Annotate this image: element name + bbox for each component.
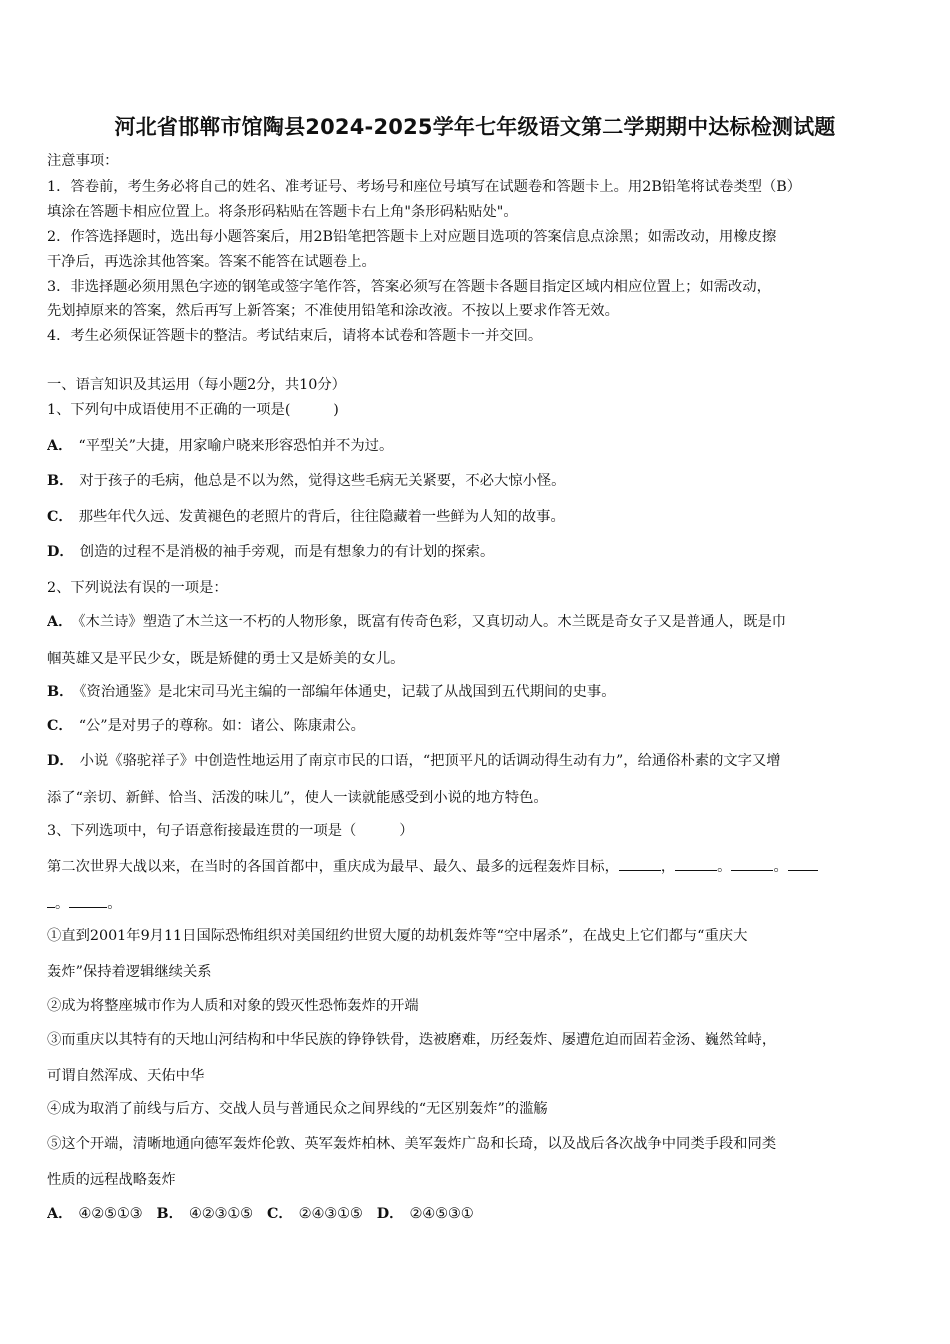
notice-line: 1．答卷前，考生务必将自己的姓名、准考证号、考场号和座位号填写在试题卷和答题卡上。用2B铅笔将试卷类型（B）: [47, 179, 802, 195]
notice-line: 填涂在答题卡相应位置上。将条形码粘贴在答题卡右上角"条形码粘贴处"。: [47, 204, 518, 220]
q2-option-b: [47, 682, 907, 702]
q2-option-c: [47, 716, 907, 736]
item-text: 成为将整座城市作为人质和对象的毁灭性恐怖轰炸的开端: [61, 998, 419, 1014]
option-text: “公”是对男子的尊称。如：诸公、陈康肃公。: [78, 718, 365, 734]
notice-heading: 注意事项：: [47, 153, 119, 169]
option-label: A．: [47, 438, 73, 454]
q3-item-2: [47, 996, 907, 1016]
item-text: 直到2001年9月11日国际恐怖组织对美国纽约世贸大厦的劫机轰炸等“空中屠杀”，在战史上它们都与“重庆大: [61, 928, 748, 944]
notice-line: 4．考生必须保证答题卡的整洁。考试结束后，请将本试卷和答题卡一并交回。: [47, 328, 543, 344]
option-label: D．: [376, 1206, 404, 1222]
option-label: C．: [266, 1206, 293, 1222]
option-text: “平型关”大捷，用家喻户晓来形容恐怕并不为过。: [78, 438, 394, 454]
option-text: 那些年代久远、发黄褪色的老照片的背后，往往隐藏着一些鲜为人知的故事。: [78, 509, 565, 525]
q1-option-b: [47, 471, 907, 491]
separator: 。: [773, 859, 788, 875]
item-number: ⑤: [47, 1136, 62, 1152]
option-text: 小说《骆驼祥子》中创造性地运用了南京市民的口语，“把顶平凡的话调动得生动有力”，给通俗朴素的文字又增: [79, 753, 781, 769]
passage-text: 第二次世界大战以来，在当时的各国首都中，重庆成为最早、最久、最多的远程轰炸目标，: [47, 859, 619, 875]
answer-blank: [619, 856, 661, 871]
option-text: ④②⑤①③: [78, 1206, 143, 1222]
notice-line: 3．非选择题必须用黑色字迹的钢笔或签字笔作答，答案必须写在答题卡各题目指定区域内相应位置上；如需改动，: [47, 279, 771, 295]
q3-stem: 3、下列选项中，句子语意衔接最连贯的一项是（ ）: [47, 823, 414, 839]
q3-passage: [47, 856, 907, 877]
option-label: C．: [47, 718, 73, 734]
exam-title: 河北省邯郸市馆陶县2024-2025学年七年级语文第二学期期中达标检测试题: [114, 115, 836, 139]
notice-line: 先划掉原来的答案，然后再写上新答案；不准使用铅笔和涂改液。不按以上要求作答无效。: [47, 303, 619, 319]
option-label: D．: [47, 753, 74, 769]
option-label: A．: [47, 1206, 73, 1222]
separator: 。: [717, 859, 732, 875]
option-text: 《木兰诗》塑造了木兰这一不朽的人物形象，既富有传奇色彩，又真切动人。木兰既是奇女子又是普通人，既是巾: [78, 614, 787, 630]
q1-option-c: [47, 507, 907, 527]
option-label: C．: [47, 509, 73, 525]
option-text: ②④⑤③①: [409, 1206, 474, 1222]
answer-blank: [69, 893, 107, 908]
option-text: 对于孩子的毛病，他总是不以为然，觉得这些毛病无关紧要，不必大惊小怪。: [79, 473, 566, 489]
q2-option-a-cont: 帼英雄又是平民少女，既是矫健的勇士又是娇美的女儿。: [47, 651, 405, 667]
section-heading: 一、语言知识及其运用（每小题2分，共10分）: [47, 377, 346, 393]
answer-blank: [788, 856, 818, 871]
q3-item-3: [47, 1030, 907, 1050]
item-text: 这个开端，清晰地通向德军轰炸伦敦、英军轰炸柏林、美军轰炸广岛和长琦，以及战后各次战争中同类手段和同类: [61, 1136, 777, 1152]
option-label: B．: [156, 1206, 183, 1222]
answer-blank: [731, 856, 773, 871]
option-label: B．: [47, 684, 74, 700]
answer-blank: [675, 856, 717, 871]
notice-line: 2．作答选择题时，选出每小题答案后，用2B铅笔把答题卡上对应题目选项的答案信息点涂黑；如需改动，用橡皮擦: [47, 229, 777, 245]
option-text: ④②③①⑤: [188, 1206, 253, 1222]
q1-stem: 1、下列句中成语使用不正确的一项是( ): [47, 402, 339, 418]
option-label: A．: [47, 614, 73, 630]
q3-item-1-cont: 轰炸”保持着逻辑继续关系: [47, 964, 212, 980]
q1-option-d: [47, 542, 907, 562]
q3-passage-cont: [47, 893, 907, 914]
q2-option-d-cont: 添了“亲切、新鲜、恰当、活泼的味儿”，使人一读就能感受到小说的地方特色。: [47, 790, 548, 806]
q2-option-d: [47, 751, 907, 771]
q2-option-a: [47, 612, 907, 632]
item-text: 而重庆以其特有的天地山河结构和中华民族的铮铮铁骨，迭被磨难，历经轰炸、屡遭危迫而固若金汤、巍然耸峙，: [61, 1032, 777, 1048]
separator: ，: [660, 859, 676, 875]
q1-option-a: [47, 436, 907, 456]
q3-item-5: [47, 1134, 907, 1154]
q3-item-3-cont: 可谓自然浑成、天佑中华: [47, 1068, 205, 1084]
q3-item-1: [47, 926, 907, 946]
item-number: ①: [47, 928, 62, 944]
q3-item-5-cont: 性质的远程战略轰炸: [47, 1172, 176, 1188]
item-number: ②: [47, 998, 62, 1014]
option-text: ②④③①⑤: [298, 1206, 363, 1222]
item-number: ④: [47, 1101, 62, 1117]
q3-item-4: [47, 1099, 907, 1119]
option-label: B．: [47, 473, 74, 489]
option-text: 《资治通鉴》是北宋司马光主编的一部编年体通史，记载了从战国到五代期间的史事。: [79, 684, 616, 700]
option-text: 创造的过程不是消极的袖手旁观，而是有想象力的有计划的探索。: [79, 544, 495, 560]
separator: 。: [107, 896, 122, 912]
option-label: D．: [47, 544, 74, 560]
notice-line: 干净后，再选涂其他答案。答案不能答在试题卷上。: [47, 254, 376, 270]
q3-answer-options: [47, 1204, 907, 1224]
answer-blank: [47, 893, 55, 908]
item-text: 成为取消了前线与后方、交战人员与普通民众之间界线的“无区别轰炸”的滥觞: [61, 1101, 548, 1117]
q2-stem: 2、下列说法有误的一项是：: [47, 580, 228, 596]
separator: 。: [55, 896, 70, 912]
item-number: ③: [47, 1032, 62, 1048]
